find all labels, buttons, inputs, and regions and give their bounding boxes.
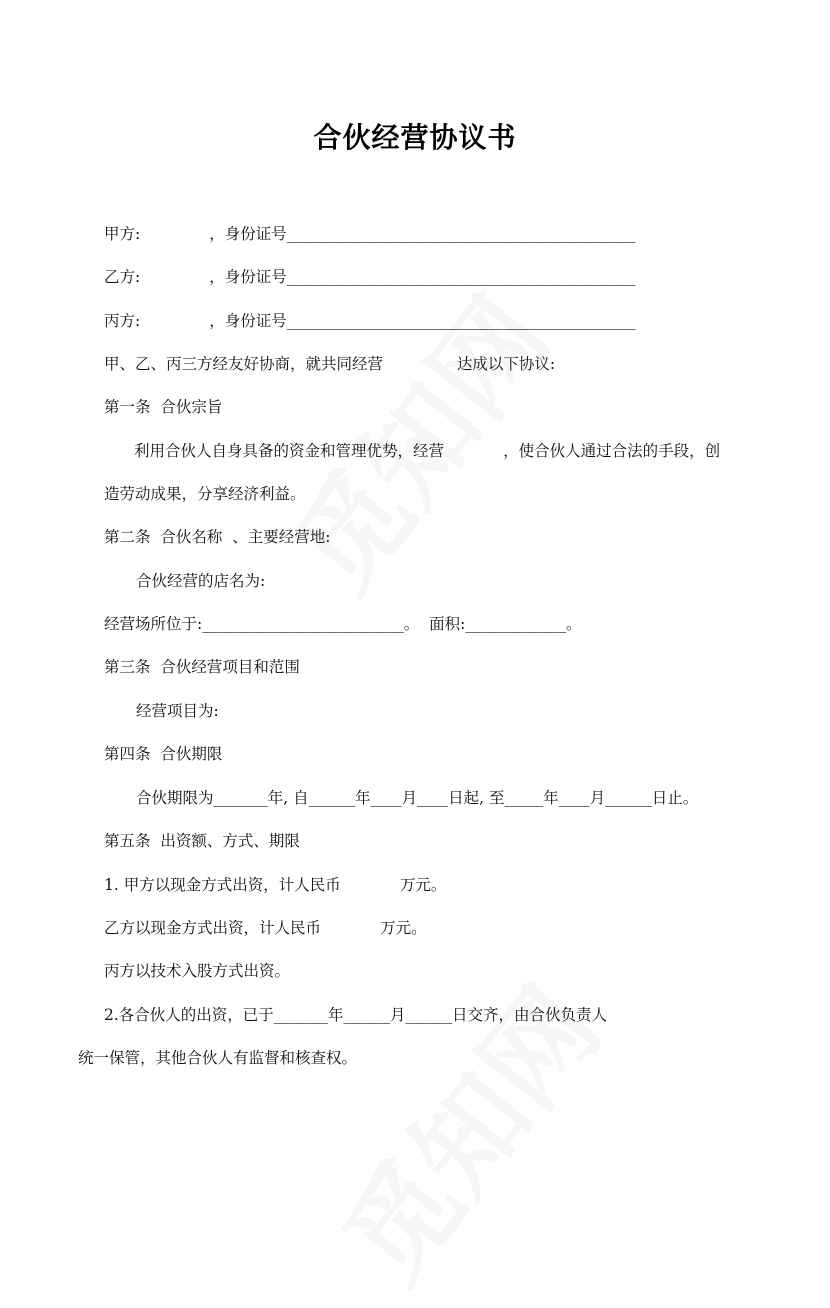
article4-title: 第四条 合伙期限 — [104, 745, 223, 763]
intro-line: 甲、乙、丙三方经友好协商，就共同经营 达成以下协议: — [104, 355, 556, 373]
party-c-line: 丙方: ，身份证号_____________________________________________ — [104, 312, 636, 330]
article4-body: 合伙期限为_______年, 自______年____月____日起, 至_____年____月______日止。 — [136, 789, 699, 807]
watermark-bottom — [301, 950, 629, 1307]
article5-party-a-contribution: 1. 甲方以现金方式出资，计人民币 万元。 — [104, 876, 447, 894]
article2-location: 经营场所位于:__________________________。 面积:_____________。 — [104, 615, 582, 633]
party-b-line: 乙方: ，身份证号_____________________________________________ — [104, 268, 636, 286]
article5-party-b-contribution: 乙方以现金方式出资，计人民币 万元。 — [104, 919, 427, 937]
article3-title: 第三条 合伙经营项目和范围 — [104, 658, 300, 676]
party-a-line: 甲方: ，身份证号_____________________________________________ — [104, 225, 636, 243]
article3-items: 经营项目为: — [136, 702, 219, 720]
document-title: 合伙经营协议书 — [313, 121, 517, 154]
article2-title: 第二条 合伙名称 、主要经营地: — [104, 528, 331, 546]
article1-body-line2: 造劳动成果，分享经济利益。 — [104, 485, 306, 503]
article5-custody: 统一保管，其他合伙人有监督和核查权。 — [78, 1049, 358, 1067]
article1-title: 第一条 合伙宗旨 — [104, 398, 223, 416]
article5-party-c-contribution: 丙方以技术入股方式出资。 — [104, 962, 291, 980]
article2-store-name: 合伙经营的店名为: — [136, 572, 266, 590]
article1-body-line1: 利用合伙人自身具备的资金和管理优势，经营 ，使合伙人通过合法的手段，创 — [134, 442, 721, 460]
article5-payment-deadline: 2.各合伙人的出资，已于_______年______月______日交齐，由合伙负责人 — [104, 1006, 608, 1024]
article5-title: 第五条 出资额、方式、期限 — [104, 832, 300, 850]
